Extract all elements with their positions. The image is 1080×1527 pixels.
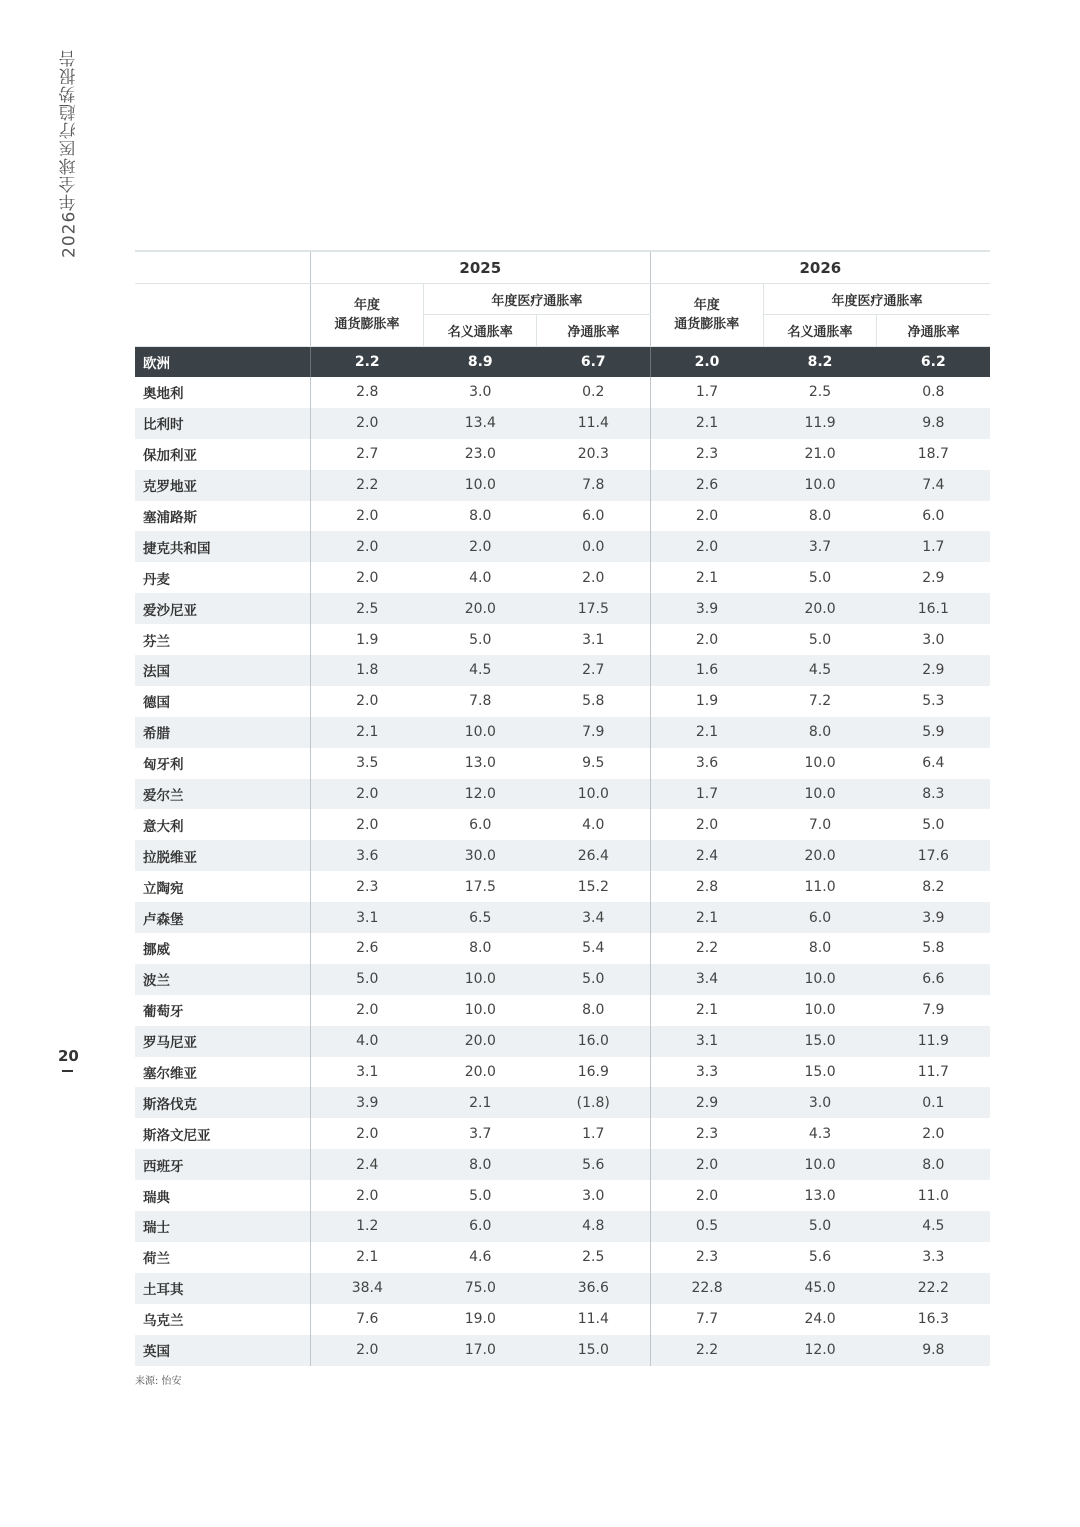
net-2026-cell: 7.9 xyxy=(922,1002,945,1019)
net-header-2025: 净通胀率 xyxy=(537,315,650,347)
net-2025-cell: 5.0 xyxy=(537,964,650,995)
net-2026-cell: 3.3 xyxy=(922,1249,945,1266)
cpi-2026-cell: 3.3 xyxy=(650,1057,763,1088)
net-2025-cell: 6.0 xyxy=(582,508,605,524)
table-row xyxy=(135,871,990,902)
nominal-2025-cell: 13.0 xyxy=(464,755,496,772)
nominal-2025-cell: 2.1 xyxy=(424,1087,537,1118)
table-row xyxy=(135,1118,990,1149)
cpi-2025-cell: 2.0 xyxy=(310,779,423,810)
nominal-2025-cell: 19.0 xyxy=(464,1311,496,1328)
country-name: 德国 xyxy=(143,695,170,712)
nominal-2025-cell: 6.0 xyxy=(469,816,492,833)
nominal-2025-cell: 20.0 xyxy=(464,1064,496,1081)
table-row xyxy=(135,655,990,686)
net-2026-cell: 22.2 xyxy=(877,1273,990,1304)
cpi-2026-cell: 2.1 xyxy=(650,562,763,593)
net-2025-cell: 7.8 xyxy=(537,470,650,501)
nominal-2025-cell: 5.0 xyxy=(469,1187,492,1204)
cpi-2025-cell: 3.1 xyxy=(310,902,423,933)
nominal-2026-cell: 20.0 xyxy=(763,593,876,624)
net-2025-cell: 7.9 xyxy=(537,717,650,748)
net-2026-cell: 4.5 xyxy=(877,1211,990,1242)
table-row xyxy=(135,624,990,655)
net-2025-cell: 3.0 xyxy=(582,1187,605,1204)
cpi-2026-cell: 2.8 xyxy=(650,871,763,902)
country-name: 荷兰 xyxy=(143,1251,170,1268)
cpi-2025-cell: 2.0 xyxy=(310,501,423,532)
cpi-2025-cell: 2.3 xyxy=(310,871,423,902)
country-name: 塞浦路斯 xyxy=(143,510,197,526)
cpi-2026-cell: 1.6 xyxy=(650,655,763,686)
net-2025-cell: 11.4 xyxy=(577,1311,609,1328)
nominal-2026-cell: 3.0 xyxy=(763,1087,876,1118)
table-row xyxy=(135,686,990,717)
cpi-2026-cell: 2.2 xyxy=(650,1335,763,1366)
medical-inflation-header-2025: 年度医疗通胀率 xyxy=(424,284,651,315)
nominal-2025-cell: 6.0 xyxy=(424,1211,537,1242)
cpi-2026-cell: 2.0 xyxy=(650,1180,763,1211)
cpi-2026-cell: 2.1 xyxy=(650,408,763,439)
cpi-2026-cell: 22.8 xyxy=(650,1273,763,1304)
nominal-2026-cell: 8.0 xyxy=(808,508,832,524)
page-number-underline xyxy=(62,1070,73,1072)
table-row xyxy=(135,748,990,779)
cpi-2025-cell: 2.0 xyxy=(310,1118,423,1149)
nominal-2026-cell: 7.0 xyxy=(808,816,832,833)
table-row xyxy=(135,1057,990,1088)
table-row xyxy=(135,1087,990,1118)
net-2026-cell: 6.2 xyxy=(877,347,990,378)
nominal-2025-cell: 20.0 xyxy=(424,1026,537,1057)
cpi-2026-cell: 2.0 xyxy=(650,531,763,562)
cpi-2026-cell: 0.5 xyxy=(650,1211,763,1242)
nominal-2026-cell: 8.0 xyxy=(808,940,832,957)
nominal-2026-cell: 11.9 xyxy=(763,408,876,439)
country-name: 奥地利 xyxy=(143,386,184,403)
nominal-2026-cell: 45.0 xyxy=(763,1273,876,1304)
table-row xyxy=(135,1180,990,1211)
country-name: 捷克共和国 xyxy=(135,531,310,562)
net-2026-cell: 16.3 xyxy=(917,1311,949,1328)
nominal-2025-cell: 5.0 xyxy=(469,631,492,648)
net-2026-cell: 8.0 xyxy=(877,1149,990,1180)
net-2025-cell: 2.7 xyxy=(537,655,650,686)
table-row xyxy=(135,531,990,562)
nominal-2026-cell: 5.0 xyxy=(808,631,832,648)
cpi-2026-cell: 2.3 xyxy=(650,1118,763,1149)
country-name: 丹麦 xyxy=(143,571,170,588)
nominal-2026-cell: 10.0 xyxy=(763,779,876,810)
net-2025-cell: 8.0 xyxy=(582,1002,605,1019)
nominal-header-2025: 名义通胀率 xyxy=(424,315,537,347)
nominal-2025-cell: 10.0 xyxy=(424,717,537,748)
nominal-2025-cell: 4.6 xyxy=(469,1249,492,1266)
nominal-2025-cell: 2.0 xyxy=(424,531,537,562)
net-2026-cell: 2.0 xyxy=(922,1125,945,1142)
nominal-2026-cell: 20.0 xyxy=(763,840,876,871)
net-2026-cell: 2.9 xyxy=(877,655,990,686)
net-2026-cell: 11.0 xyxy=(917,1187,949,1204)
table-row xyxy=(135,1273,990,1304)
region-row xyxy=(135,347,990,378)
cpi-2026-cell: 2.0 xyxy=(650,809,763,840)
net-2025-cell: 1.7 xyxy=(582,1125,605,1142)
nominal-2025-cell: 10.0 xyxy=(464,1002,496,1019)
nominal-2026-cell: 3.7 xyxy=(763,531,876,562)
cpi-2025-cell: 2.2 xyxy=(310,470,423,501)
net-2026-cell: 16.1 xyxy=(877,593,990,624)
net-2025-cell: 5.4 xyxy=(582,940,605,957)
nominal-2026-cell: 11.0 xyxy=(804,878,836,895)
cpi-2025-cell: 4.0 xyxy=(310,1026,423,1057)
inflation-table xyxy=(135,250,990,1366)
net-2026-cell: 6.0 xyxy=(922,508,945,524)
nominal-2025-cell: 8.0 xyxy=(469,940,492,957)
nominal-2026-cell: 10.0 xyxy=(763,1149,876,1180)
medical-inflation-header-2026: 年度医疗通胀率 xyxy=(763,284,990,315)
report-title-vertical: 2026年全球医疗趋势报告 xyxy=(59,48,80,258)
nominal-2026-cell: 6.0 xyxy=(763,902,876,933)
corner-cell xyxy=(135,251,310,284)
net-2026-cell: 1.7 xyxy=(877,531,990,562)
table-row xyxy=(135,933,990,964)
cpi-2026-cell: 7.7 xyxy=(650,1304,763,1335)
country-name: 欧洲 xyxy=(135,347,310,378)
table-row xyxy=(135,377,990,408)
cpi-2025-cell: 2.0 xyxy=(310,809,423,840)
nominal-2026-cell: 10.0 xyxy=(763,964,876,995)
nominal-2026-cell: 24.0 xyxy=(804,1311,836,1328)
net-2026-cell: 6.4 xyxy=(922,755,945,772)
nominal-2026-cell: 13.0 xyxy=(804,1187,836,1204)
nominal-2026-cell: 10.0 xyxy=(804,755,836,772)
cpi-2026-cell: 1.7 xyxy=(650,377,763,408)
cpi-2026-cell: 2.1 xyxy=(650,995,763,1026)
country-name: 克罗地亚 xyxy=(135,470,310,501)
nominal-2026-cell: 4.5 xyxy=(763,655,876,686)
table-row xyxy=(135,593,990,624)
table-row xyxy=(135,902,990,933)
cpi-2025-cell: 2.0 xyxy=(310,531,423,562)
table-row xyxy=(135,408,990,439)
nominal-2026-cell: 4.3 xyxy=(808,1125,832,1142)
country-name: 保加利亚 xyxy=(143,448,197,465)
table-row xyxy=(135,439,990,470)
net-2025-cell: 15.0 xyxy=(537,1335,650,1366)
country-name: 卢森堡 xyxy=(135,902,310,933)
net-2026-cell: 5.8 xyxy=(922,940,945,957)
cpi-2026-cell: 2.6 xyxy=(650,470,763,501)
net-2026-cell: 0.1 xyxy=(877,1087,990,1118)
cpi-2025-cell: 3.1 xyxy=(310,1057,423,1088)
net-2025-cell: 0.2 xyxy=(582,384,605,401)
table-row xyxy=(135,562,990,593)
table-row xyxy=(135,779,990,810)
country-name: 土耳其 xyxy=(135,1273,310,1304)
net-2025-cell: 26.4 xyxy=(537,840,650,871)
country-name: 西班牙 xyxy=(135,1149,310,1180)
cpi-2026-cell: 2.0 xyxy=(650,1149,763,1180)
nominal-2025-cell: 10.0 xyxy=(424,470,537,501)
table-row xyxy=(135,1211,990,1242)
nominal-2025-cell: 30.0 xyxy=(424,840,537,871)
nominal-header-2026: 名义通胀率 xyxy=(763,315,876,347)
nominal-2026-cell: 8.2 xyxy=(763,347,876,378)
nominal-2026-cell: 5.6 xyxy=(808,1249,832,1266)
cpi-2025-cell: 1.9 xyxy=(310,624,423,655)
country-name: 芬兰 xyxy=(143,633,170,650)
cpi-2025-cell: 2.7 xyxy=(310,439,423,470)
country-name: 斯洛伐克 xyxy=(135,1087,310,1118)
net-2026-cell: 6.6 xyxy=(877,964,990,995)
country-name: 挪威 xyxy=(143,942,170,959)
net-2026-cell: 5.0 xyxy=(922,816,945,833)
net-2026-cell: 7.4 xyxy=(877,470,990,501)
cpi-2026-cell: 3.4 xyxy=(650,964,763,995)
net-2025-cell: 11.4 xyxy=(537,408,650,439)
year-2026-header: 2026 xyxy=(650,251,990,284)
net-2025-cell: 17.5 xyxy=(537,593,650,624)
country-name: 希腊 xyxy=(135,717,310,748)
cpi-2026-cell: 2.2 xyxy=(650,933,763,964)
cpi-2025-cell: 2.0 xyxy=(310,686,423,717)
nominal-2025-cell: 7.8 xyxy=(469,693,492,710)
cpi-2025-cell: 1.8 xyxy=(310,655,423,686)
nominal-2026-cell: 10.0 xyxy=(763,470,876,501)
nominal-2025-cell: 17.5 xyxy=(464,878,496,895)
net-2026-cell: 11.9 xyxy=(877,1026,990,1057)
country-name: 比利时 xyxy=(135,408,310,439)
cpi-2025-cell: 2.1 xyxy=(310,1242,423,1273)
net-2026-cell: 5.3 xyxy=(922,693,945,710)
table-row xyxy=(135,964,990,995)
country-name: 罗马尼亚 xyxy=(135,1026,310,1057)
nominal-2025-cell: 3.7 xyxy=(469,1125,492,1142)
table-row xyxy=(135,1304,990,1335)
nominal-2026-cell: 15.0 xyxy=(804,1064,836,1081)
net-2026-cell: 8.2 xyxy=(922,878,945,895)
cpi-2025-cell: 2.2 xyxy=(310,347,423,378)
net-2025-cell: 3.4 xyxy=(537,902,650,933)
year-2025-header: 2025 xyxy=(310,251,650,284)
cpi-2026-cell: 2.0 xyxy=(650,624,763,655)
cpi-2025-cell: 38.4 xyxy=(310,1273,423,1304)
cpi-2026-cell: 2.0 xyxy=(650,501,763,532)
nominal-2026-cell: 5.0 xyxy=(763,1211,876,1242)
cpi-2025-cell: 2.8 xyxy=(310,377,423,408)
country-name: 乌克兰 xyxy=(143,1313,184,1330)
cpi-2025-cell: 2.0 xyxy=(310,408,423,439)
nominal-2025-cell: 8.0 xyxy=(469,508,492,524)
cpi-2025-cell: 2.0 xyxy=(310,1335,423,1366)
cpi-header-2025: 年度 通货膨胀率 xyxy=(310,284,423,347)
nominal-2025-cell: 75.0 xyxy=(424,1273,537,1304)
net-2025-cell: (1.8) xyxy=(537,1087,650,1118)
country-name: 瑞典 xyxy=(143,1189,170,1206)
table-row xyxy=(135,1335,990,1366)
net-2026-cell: 9.8 xyxy=(877,1335,990,1366)
cpi-2025-cell: 5.0 xyxy=(310,964,423,995)
net-2026-cell: 9.8 xyxy=(877,408,990,439)
cpi-2026-cell: 2.1 xyxy=(650,902,763,933)
cpi-2025-cell: 2.0 xyxy=(310,1180,423,1211)
cpi-2025-cell: 2.1 xyxy=(310,717,423,748)
cpi-2025-cell: 2.6 xyxy=(310,933,423,964)
table-row xyxy=(135,1026,990,1057)
net-2026-cell: 3.0 xyxy=(922,631,945,648)
net-2025-cell: 2.0 xyxy=(582,569,605,586)
nominal-2026-cell: 12.0 xyxy=(763,1335,876,1366)
country-name: 意大利 xyxy=(143,818,184,835)
net-2025-cell: 36.6 xyxy=(537,1273,650,1304)
net-2025-cell: 9.5 xyxy=(582,755,605,772)
net-2025-cell: 3.1 xyxy=(582,631,605,648)
net-2026-cell: 2.9 xyxy=(922,569,945,586)
nominal-2025-cell: 4.0 xyxy=(469,569,492,586)
cpi-2026-cell: 2.1 xyxy=(650,717,763,748)
nominal-2025-cell: 6.5 xyxy=(424,902,537,933)
net-2026-cell: 11.7 xyxy=(917,1064,949,1081)
page-number: 20 xyxy=(58,1047,79,1065)
cpi-header-2026: 年度 通货膨胀率 xyxy=(650,284,763,347)
cpi-2026-cell: 1.9 xyxy=(650,686,763,717)
country-name: 波兰 xyxy=(135,964,310,995)
cpi-2026-cell: 1.7 xyxy=(650,779,763,810)
net-2025-cell: 4.8 xyxy=(537,1211,650,1242)
table-row xyxy=(135,501,990,532)
table-row xyxy=(135,1149,990,1180)
net-2025-cell: 16.0 xyxy=(537,1026,650,1057)
nominal-2025-cell: 13.4 xyxy=(424,408,537,439)
nominal-2026-cell: 2.5 xyxy=(808,384,832,401)
net-2025-cell: 10.0 xyxy=(537,779,650,810)
nominal-2025-cell: 12.0 xyxy=(424,779,537,810)
net-2025-cell: 4.0 xyxy=(582,816,605,833)
table-row xyxy=(135,717,990,748)
table-row xyxy=(135,995,990,1026)
country-name: 爱沙尼亚 xyxy=(135,593,310,624)
cpi-2026-cell: 2.3 xyxy=(650,439,763,470)
nominal-2026-cell: 7.2 xyxy=(808,693,832,710)
table-row xyxy=(135,840,990,871)
net-2025-cell: 5.6 xyxy=(537,1149,650,1180)
net-2025-cell: 15.2 xyxy=(577,878,609,895)
cpi-2026-cell: 2.3 xyxy=(650,1242,763,1273)
nominal-2025-cell: 4.5 xyxy=(424,655,537,686)
net-header-2026: 净通胀率 xyxy=(877,315,990,347)
table-body xyxy=(135,347,990,1366)
nominal-2025-cell: 8.0 xyxy=(424,1149,537,1180)
net-2026-cell: 8.3 xyxy=(877,779,990,810)
nominal-2026-cell: 21.0 xyxy=(804,446,836,463)
cpi-2025-cell: 2.0 xyxy=(310,995,423,1026)
cpi-2025-cell: 3.9 xyxy=(310,1087,423,1118)
nominal-2025-cell: 20.0 xyxy=(424,593,537,624)
nominal-2025-cell: 8.9 xyxy=(424,347,537,378)
nominal-2026-cell: 8.0 xyxy=(763,717,876,748)
net-2025-cell: 16.9 xyxy=(577,1064,609,1081)
cpi-2026-cell: 2.4 xyxy=(650,840,763,871)
table-row xyxy=(135,1242,990,1273)
country-name: 立陶宛 xyxy=(143,880,184,897)
nominal-2025-cell: 17.0 xyxy=(424,1335,537,1366)
net-2026-cell: 0.8 xyxy=(922,384,945,401)
cpi-2026-cell: 3.9 xyxy=(650,593,763,624)
nominal-2025-cell: 10.0 xyxy=(424,964,537,995)
corner-cell-2 xyxy=(135,284,310,347)
table-row xyxy=(135,470,990,501)
net-2025-cell: 0.0 xyxy=(537,531,650,562)
cpi-2025-cell: 3.6 xyxy=(310,840,423,871)
country-name: 拉脱维亚 xyxy=(135,840,310,871)
net-2025-cell: 5.8 xyxy=(582,693,605,710)
nominal-2026-cell: 5.0 xyxy=(808,569,832,586)
cpi-2025-cell: 2.5 xyxy=(310,593,423,624)
table-row xyxy=(135,809,990,840)
country-name: 塞尔维亚 xyxy=(143,1066,197,1083)
net-2025-cell: 20.3 xyxy=(577,446,609,463)
country-name: 葡萄牙 xyxy=(143,1004,184,1021)
country-name: 英国 xyxy=(135,1335,310,1366)
net-2025-cell: 2.5 xyxy=(582,1249,605,1266)
country-name: 爱尔兰 xyxy=(135,779,310,810)
cpi-2025-cell: 3.5 xyxy=(310,748,423,779)
cpi-2026-cell: 3.1 xyxy=(650,1026,763,1057)
cpi-2025-cell: 2.0 xyxy=(310,562,423,593)
nominal-2025-cell: 3.0 xyxy=(469,384,492,401)
nominal-2026-cell: 10.0 xyxy=(804,1002,836,1019)
nominal-2025-cell: 23.0 xyxy=(464,446,496,463)
net-2026-cell: 3.9 xyxy=(877,902,990,933)
cpi-2026-cell: 2.9 xyxy=(650,1087,763,1118)
country-name: 斯洛文尼亚 xyxy=(143,1127,211,1144)
country-name: 法国 xyxy=(135,655,310,686)
cpi-2025-cell: 7.6 xyxy=(310,1304,423,1335)
net-2026-cell: 5.9 xyxy=(877,717,990,748)
cpi-2026-cell: 2.0 xyxy=(650,347,763,378)
country-name: 瑞士 xyxy=(135,1211,310,1242)
net-2026-cell: 18.7 xyxy=(917,446,949,463)
net-2026-cell: 17.6 xyxy=(877,840,990,871)
net-2025-cell: 6.7 xyxy=(537,347,650,378)
source-note: 来源: 怡安 xyxy=(135,1376,182,1387)
cpi-2025-cell: 1.2 xyxy=(310,1211,423,1242)
country-name: 匈牙利 xyxy=(143,757,184,774)
nominal-2026-cell: 15.0 xyxy=(763,1026,876,1057)
cpi-2025-cell: 2.4 xyxy=(310,1149,423,1180)
cpi-2026-cell: 3.6 xyxy=(650,748,763,779)
